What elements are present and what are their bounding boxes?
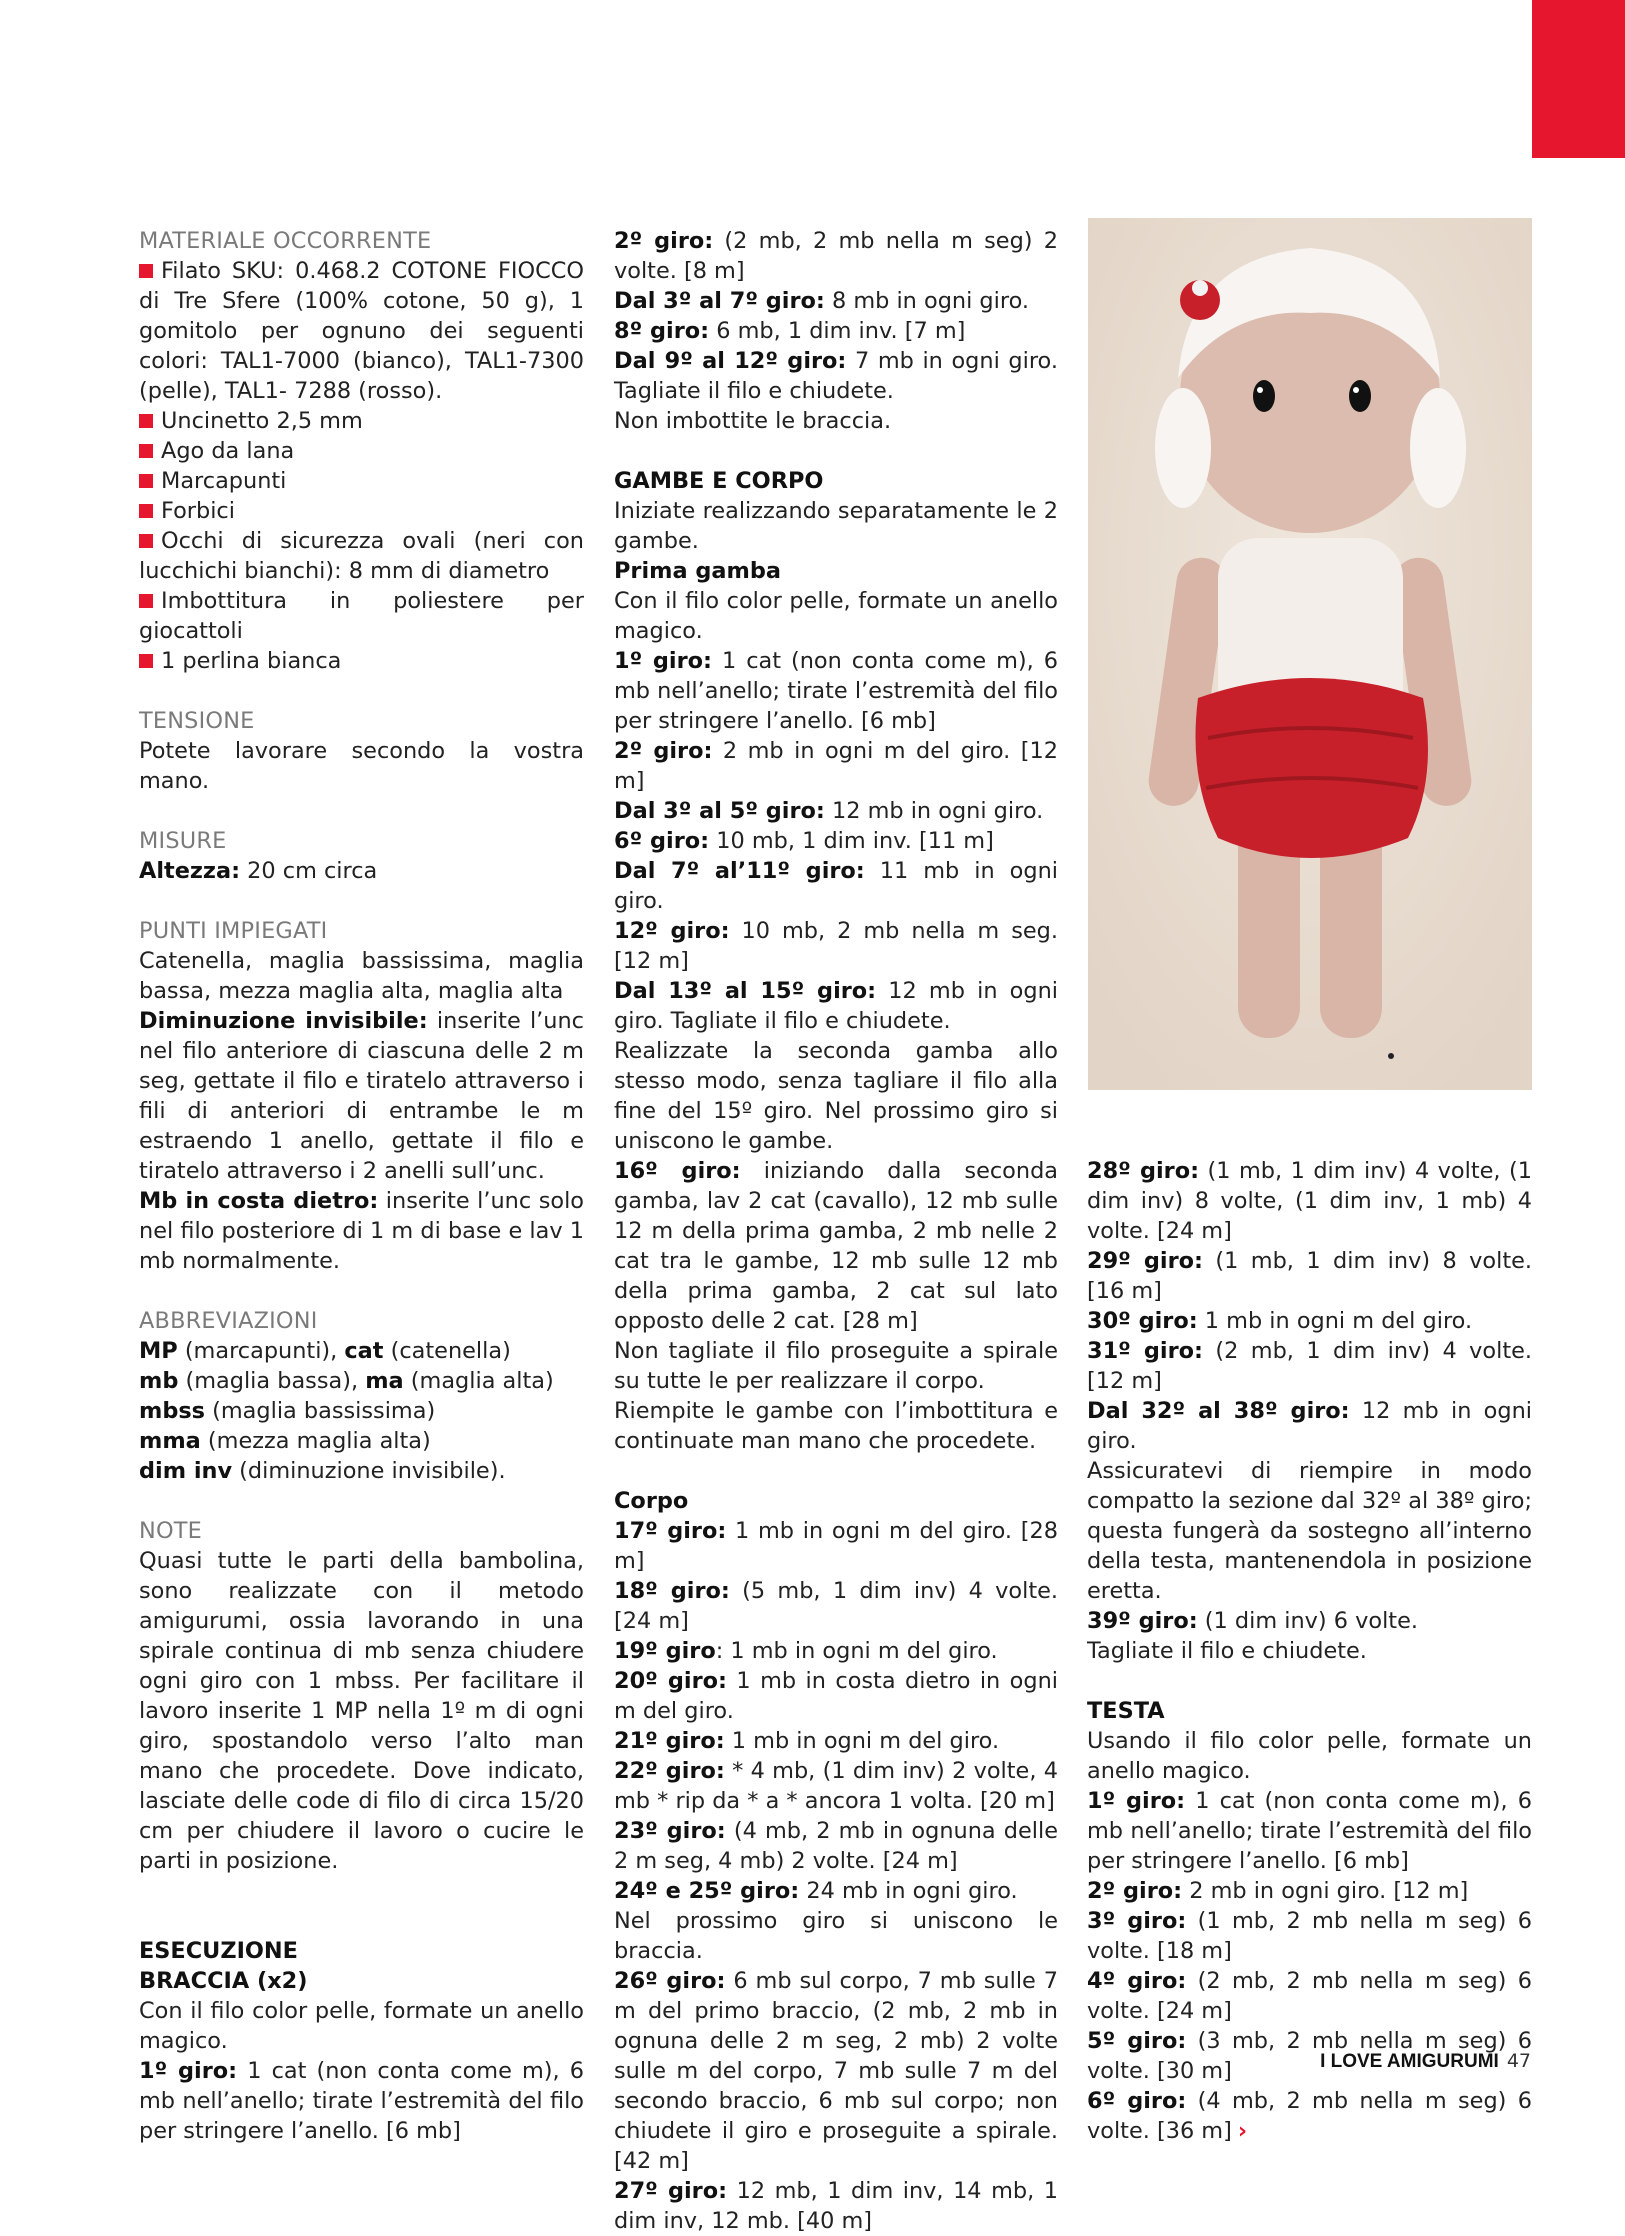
- material-item: [139, 406, 584, 436]
- material-text: Forbici: [161, 498, 235, 524]
- instruction-row: [1087, 2086, 1532, 2146]
- instruction-row: [614, 1816, 1058, 1876]
- instruction-row: [614, 346, 1058, 406]
- material-text: Filato SKU: 0.468.2 COTONE FIOCCO di Tre Sfere (100% cotone, 50 g), 1 gomitolo per ognuno dei seguenti colori: TAL1-7000 (bianco), TAL1-7300 (pelle), TAL1- 7288 (rosso).: [139, 258, 584, 404]
- abbr-term: MP: [139, 1338, 178, 1364]
- round-text: 10 mb, 1 dim inv. [11 m]: [709, 828, 994, 854]
- round-text: Non imbottite le braccia.: [614, 408, 892, 434]
- round-text: (3 mb, 2 mb nella m seg) 6 volte. [30 m]: [1087, 2028, 1532, 2084]
- abbreviation-list: [139, 1336, 584, 1486]
- round-text: 1 cat (non conta come m), 6 mb nell’anello; tirate l’estremità del filo per stringere l’anello. [6 mb]: [1087, 1788, 1532, 1874]
- instruction-row: [614, 1876, 1058, 1906]
- column-2: [614, 226, 1058, 2236]
- bullet-square-icon: [139, 444, 153, 458]
- instruction-row: [614, 1156, 1058, 1336]
- stitches-text: Catenella, maglia bassissima, maglia bassa, mezza maglia alta, maglia alta: [139, 948, 584, 1004]
- round-text: (1 mb, 2 mb nella m seg) 6 volte. [18 m]: [1087, 1908, 1532, 1964]
- abbr-term: mbss: [139, 1398, 206, 1424]
- first-leg-rows: [614, 586, 1058, 1456]
- instruction-row: [1087, 1246, 1532, 1306]
- tension-heading: TENSIONE: [139, 708, 255, 734]
- arms-round-1: [139, 2056, 584, 2146]
- size-text: 20 cm circa: [240, 858, 378, 884]
- abbr-meaning: (maglia bassissima): [205, 1398, 436, 1424]
- round-text: 1 mb in ogni m del giro.: [1197, 1308, 1473, 1334]
- arms-heading: BRACCIA (x2): [139, 1968, 308, 1994]
- round-text: Con il filo color pelle, formate un anello magico.: [614, 588, 1058, 644]
- round-label: 12º giro:: [614, 918, 730, 944]
- legs-intro: Iniziate realizzando separatamente le 2 gambe.: [614, 498, 1058, 554]
- round-text: 1 mb in costa dietro in ogni m del giro.: [614, 1668, 1058, 1724]
- arms-intro: Con il filo color pelle, formate un anello magico.: [139, 1998, 584, 2054]
- note-text: Quasi tutte le parti della bambolina, sono realizzate con il metodo amigurumi, ossia lavorando in una spirale continua di mb senza chiudere ogni giro con 1 mbss. Per facilitare il lavoro inserite 1 MP nella 1º m di ogni giro, spostandolo verso l’alto man mano che procedete. Dove indicato, lasciate delle code di filo di circa 15/20 cm per chiudere il lavoro o cucire le parti in posizione.: [139, 1548, 584, 1874]
- instruction-row: [614, 646, 1058, 736]
- round-text: * 4 mb, (1 dim inv) 2 volte, 4 mb * rip da * a * ancora 1 volta. [20 m]: [614, 1758, 1058, 1814]
- instruction-row: [614, 1336, 1058, 1396]
- round-text: iniziando dalla seconda gamba, lav 2 cat (cavallo), 12 mb sulle 12 m della prima gamba, 2 mb nelle 2 cat tra le gambe, 12 mb sulle 12 mb della prima gamba, 2 cat sul lato opposto delle 2 cat. [28 m]: [614, 1158, 1058, 1334]
- abbr-meaning: (maglia bassa),: [178, 1368, 366, 1394]
- stitch-description: inserite l’unc nel filo anteriore di ciascuna delle 2 m seg, gettate il filo e tiratelo attraverso i fili di anteriori di entrambe le m estraendo 1 anello, gettate il filo e tiratelo attraverso i 2 anelli sull’unc.: [139, 1008, 584, 1184]
- round-text: 1 cat (non conta come m), 6 mb nell’anello; tirate l’estremità del filo per stringere l’anello. [6 mb]: [139, 2058, 584, 2144]
- body-rows: [614, 1516, 1058, 2236]
- magazine-name: I LOVE AMIGURUMI: [1320, 2051, 1499, 2072]
- round-label: 17º giro:: [614, 1518, 727, 1544]
- round-label: 1º giro:: [614, 648, 712, 674]
- round-text: (5 mb, 1 dim inv) 4 volte. [24 m]: [614, 1578, 1058, 1634]
- bullet-square-icon: [139, 594, 153, 608]
- round-text: 24 mb in ogni giro.: [799, 1878, 1018, 1904]
- round-text: Usando il filo color pelle, formate un anello magico.: [1087, 1728, 1532, 1784]
- round-text: Nel prossimo giro si uniscono le braccia.: [614, 1908, 1058, 1964]
- instruction-row: [614, 1666, 1058, 1726]
- material-text: Occhi di sicurezza ovali (neri con lucchichi bianchi): 8 mm di diametro: [139, 528, 584, 584]
- abbreviation-line: [139, 1396, 584, 1426]
- bullet-square-icon: [139, 534, 153, 548]
- instruction-row: [1087, 1636, 1532, 1666]
- abbr-meaning: (maglia alta): [403, 1368, 554, 1394]
- round-text: (2 mb, 1 dim inv) 4 volte. [12 m]: [1087, 1338, 1532, 1394]
- round-label: 23º giro:: [614, 1818, 726, 1844]
- round-text: (2 mb, 2 mb nella m seg) 2 volte. [8 m]: [614, 228, 1058, 284]
- round-text: 8 mb in ogni giro.: [824, 288, 1030, 314]
- round-text: Realizzate la seconda gamba allo stesso modo, senza tagliare il filo alla fine del 15º giro. Nel prossimo giro si uniscono le gambe.: [614, 1038, 1058, 1154]
- round-label: 6º giro:: [614, 828, 710, 854]
- bullet-square-icon: [139, 654, 153, 668]
- round-label: 18º giro:: [614, 1578, 730, 1604]
- instruction-row: [1087, 1606, 1532, 1636]
- instruction-row: [1087, 1456, 1532, 1606]
- material-text: Ago da lana: [161, 438, 295, 464]
- legs-body-heading: GAMBE E CORPO: [614, 468, 824, 494]
- instruction-row: [614, 1036, 1058, 1156]
- round-text: 1 cat (non conta come m), 6 mb nell’anello; tirate l’estremità del filo per stringere l’anello. [6 mb]: [614, 648, 1058, 734]
- instruction-row: [1087, 1396, 1532, 1456]
- material-item: [139, 466, 584, 496]
- round-text: 12 mb, 1 dim inv, 14 mb, 1 dim inv, 12 mb. [40 m]: [614, 2178, 1058, 2234]
- instruction-row: [614, 316, 1058, 346]
- round-text: 1 mb in ogni m del giro.: [724, 1728, 1000, 1754]
- round-label: 8º giro:: [614, 318, 710, 344]
- round-text: 12 mb in ogni giro. Tagliate il filo e chiudete.: [614, 978, 1058, 1034]
- arms-rows: [614, 226, 1058, 436]
- round-text: Non tagliate il filo proseguite a spirale su tutte le per realizzare il corpo.: [614, 1338, 1058, 1394]
- instruction-row: [1087, 1726, 1532, 1786]
- round-text: : 1 mb in ogni m del giro.: [715, 1638, 998, 1664]
- round-text: 12 mb in ogni giro.: [1087, 1398, 1532, 1454]
- column-3: [1087, 1156, 1532, 2146]
- first-leg-heading: Prima gamba: [614, 558, 781, 584]
- round-label: Dal 3º al 5º giro:: [614, 798, 825, 824]
- round-label: 21º giro:: [614, 1728, 725, 1754]
- instruction-row: [1087, 1306, 1532, 1336]
- abbr-meaning: (catenella): [383, 1338, 511, 1364]
- amigurumi-doll-photo: [1088, 218, 1532, 1090]
- instruction-row: [614, 916, 1058, 976]
- round-label: 3º giro:: [1087, 1908, 1187, 1934]
- instruction-row: [614, 1516, 1058, 1576]
- body-heading: Corpo: [614, 1488, 689, 1514]
- round-text: (4 mb, 2 mb in ognuna delle 2 m seg, 4 mb) 2 volte. [24 m]: [614, 1818, 1058, 1874]
- body-rows-continued: [1087, 1156, 1532, 1666]
- instruction-row: [614, 286, 1058, 316]
- instruction-row: [614, 1396, 1058, 1456]
- round-text: 7 mb in ogni giro. Tagliate il filo e chiudete.: [614, 348, 1058, 404]
- round-label: 2º giro:: [614, 228, 714, 254]
- abbreviation-line: [139, 1336, 584, 1366]
- instruction-row: [614, 1966, 1058, 2176]
- round-label: 30º giro:: [1087, 1308, 1198, 1334]
- round-text: (2 mb, 2 mb nella m seg) 6 volte. [24 m]: [1087, 1968, 1532, 2024]
- round-label: 29º giro:: [1087, 1248, 1203, 1274]
- round-text: (1 dim inv) 6 volte.: [1197, 1608, 1418, 1634]
- page-footer: [1320, 2050, 1531, 2073]
- execution-heading: ESECUZIONE: [139, 1938, 298, 1964]
- round-label: 16º giro:: [614, 1158, 741, 1184]
- instruction-row: [614, 226, 1058, 286]
- round-text: 12 mb in ogni giro.: [824, 798, 1044, 824]
- instruction-row: [614, 1636, 1058, 1666]
- round-label: Dal 3º al 7º giro:: [614, 288, 825, 314]
- material-text: 1 perlina bianca: [161, 648, 342, 674]
- material-item: [139, 436, 584, 466]
- material-item: [139, 496, 584, 526]
- stitch-description: inserite l’unc solo nel filo posteriore di 1 m di base e lav 1 mb normalmente.: [139, 1188, 584, 1274]
- doll-illustration: [1088, 218, 1532, 1090]
- instruction-row: [614, 826, 1058, 856]
- round-label: 1º giro:: [139, 2058, 238, 2084]
- abbr-meaning: (marcapunti),: [177, 1338, 345, 1364]
- instruction-row: [614, 406, 1058, 436]
- instruction-row: [1087, 1876, 1532, 1906]
- material-text: Uncinetto 2,5 mm: [161, 408, 363, 434]
- materials-list: [139, 256, 584, 676]
- round-label: Dal 13º al 15º giro:: [614, 978, 877, 1004]
- note-heading: NOTE: [139, 1518, 202, 1544]
- size-line: [139, 856, 584, 886]
- round-text: (4 mb, 2 mb nella m seg) 6 volte. [36 m]: [1087, 2088, 1532, 2144]
- round-label: Dal 7º al’11º giro:: [614, 858, 865, 884]
- corner-color-tab: [1532, 0, 1625, 158]
- round-label: Dal 32º al 38º giro:: [1087, 1398, 1350, 1424]
- stitch-definition: [139, 1186, 584, 1276]
- abbr-meaning: (mezza maglia alta): [200, 1428, 431, 1454]
- stitch-definitions: [139, 1006, 584, 1276]
- stitch-definition: [139, 1006, 584, 1186]
- round-label: 31º giro:: [1087, 1338, 1203, 1364]
- round-text: 10 mb, 2 mb nella m seg. [12 m]: [614, 918, 1058, 974]
- round-label: 6º giro:: [1087, 2088, 1187, 2114]
- round-text: Tagliate il filo e chiudete.: [1087, 1638, 1367, 1664]
- abbr-meaning: (diminuzione invisibile).: [232, 1458, 506, 1484]
- instruction-row: [1087, 1966, 1532, 2026]
- instruction-row: [614, 856, 1058, 916]
- instruction-row: [614, 796, 1058, 826]
- instruction-row: [1087, 1786, 1532, 1876]
- round-label: 19º giro: [614, 1638, 716, 1664]
- round-text: 6 mb, 1 dim inv. [7 m]: [709, 318, 966, 344]
- abbr-term: ma: [365, 1368, 404, 1394]
- round-text: Riempite le gambe con l’imbottitura e continuate man mano che procedete.: [614, 1398, 1058, 1454]
- round-label: 22º giro:: [614, 1758, 725, 1784]
- abbr-term: mb: [139, 1368, 179, 1394]
- instruction-row: [614, 736, 1058, 796]
- round-text: Assicuratevi di riempire in modo compatto la sezione dal 32º al 38º giro; questa fungerà da sostegno all’interno della testa, mantenendola in posizione eretta.: [1087, 1458, 1532, 1604]
- bullet-square-icon: [139, 414, 153, 428]
- round-text: (1 mb, 1 dim inv) 8 volte. [16 m]: [1087, 1248, 1532, 1304]
- bullet-square-icon: [139, 504, 153, 518]
- round-label: 27º giro:: [614, 2178, 728, 2204]
- instruction-row: [614, 586, 1058, 646]
- instruction-row: [614, 1906, 1058, 1966]
- abbr-term: mma: [139, 1428, 201, 1454]
- instruction-row: [614, 1576, 1058, 1636]
- round-text: 6 mb sul corpo, 7 mb sulle 7 m del primo braccio, (2 mb, 2 mb in ognuna delle 2 m seg, 2 mb) 2 volte sulle m del corpo, 7 mb sulle 7 m del secondo braccio, 6 mb sul corpo; non chiudete il giro e proseguite a spirale. [42 m]: [614, 1968, 1058, 2174]
- round-text: (1 mb, 1 dim inv) 4 volte, (1 dim inv) 8 volte, (1 dim inv, 1 mb) 4 volte. [24 m]: [1087, 1158, 1532, 1244]
- instruction-row: [1087, 1156, 1532, 1246]
- bullet-square-icon: [139, 264, 153, 278]
- abbreviation-line: [139, 1456, 584, 1486]
- material-text: Imbottitura in poliestere per giocattoli: [139, 588, 584, 644]
- continue-arrow-icon: ›: [1237, 2118, 1248, 2144]
- instruction-row: [614, 1726, 1058, 1756]
- size-label: Altezza:: [139, 858, 241, 884]
- materials-heading: MATERIALE OCCORRENTE: [139, 228, 432, 254]
- round-label: 5º giro:: [1087, 2028, 1187, 2054]
- material-item: [139, 256, 584, 406]
- round-label: 26º giro:: [614, 1968, 726, 1994]
- abbr-heading: ABBREVIAZIONI: [139, 1308, 318, 1334]
- round-text: 1 mb in ogni m del giro. [28 m]: [614, 1518, 1058, 1574]
- head-rows: [1087, 1726, 1532, 2146]
- head-heading: TESTA: [1087, 1698, 1165, 1724]
- page-number: 47: [1506, 2050, 1531, 2072]
- round-label: 2º giro:: [614, 738, 713, 764]
- round-label: 1º giro:: [1087, 1788, 1186, 1814]
- material-item: [139, 526, 584, 586]
- round-label: 20º giro:: [614, 1668, 727, 1694]
- material-text: Marcapunti: [161, 468, 287, 494]
- abbreviation-line: [139, 1426, 584, 1456]
- stitch-term: Mb in costa dietro:: [139, 1188, 379, 1214]
- abbreviation-line: [139, 1366, 584, 1396]
- material-item: [139, 646, 584, 676]
- abbr-term: dim inv: [139, 1458, 233, 1484]
- instruction-row: [614, 1756, 1058, 1816]
- instruction-row: [614, 2176, 1058, 2236]
- tension-text: Potete lavorare secondo la vostra mano.: [139, 738, 584, 794]
- round-label: 4º giro:: [1087, 1968, 1187, 1994]
- stitch-term: Diminuzione invisibile:: [139, 1008, 428, 1034]
- round-text: 2 mb in ogni giro. [12 m]: [1182, 1878, 1469, 1904]
- instruction-row: [1087, 1336, 1532, 1396]
- round-text: 11 mb in ogni giro.: [614, 858, 1058, 914]
- bullet-square-icon: [139, 474, 153, 488]
- stitches-heading: PUNTI IMPIEGATI: [139, 918, 328, 944]
- column-1: [139, 226, 584, 2146]
- instruction-row: [1087, 1906, 1532, 1966]
- instruction-row: [614, 976, 1058, 1036]
- round-label: 28º giro:: [1087, 1158, 1200, 1184]
- round-label: 2º giro:: [1087, 1878, 1183, 1904]
- material-item: [139, 586, 584, 646]
- size-heading: MISURE: [139, 828, 227, 854]
- round-label: Dal 9º al 12º giro:: [614, 348, 847, 374]
- round-label: 24º e 25º giro:: [614, 1878, 800, 1904]
- round-label: 39º giro:: [1087, 1608, 1198, 1634]
- round-text: 2 mb in ogni m del giro. [12 m]: [614, 738, 1058, 794]
- abbr-term: cat: [344, 1338, 384, 1364]
